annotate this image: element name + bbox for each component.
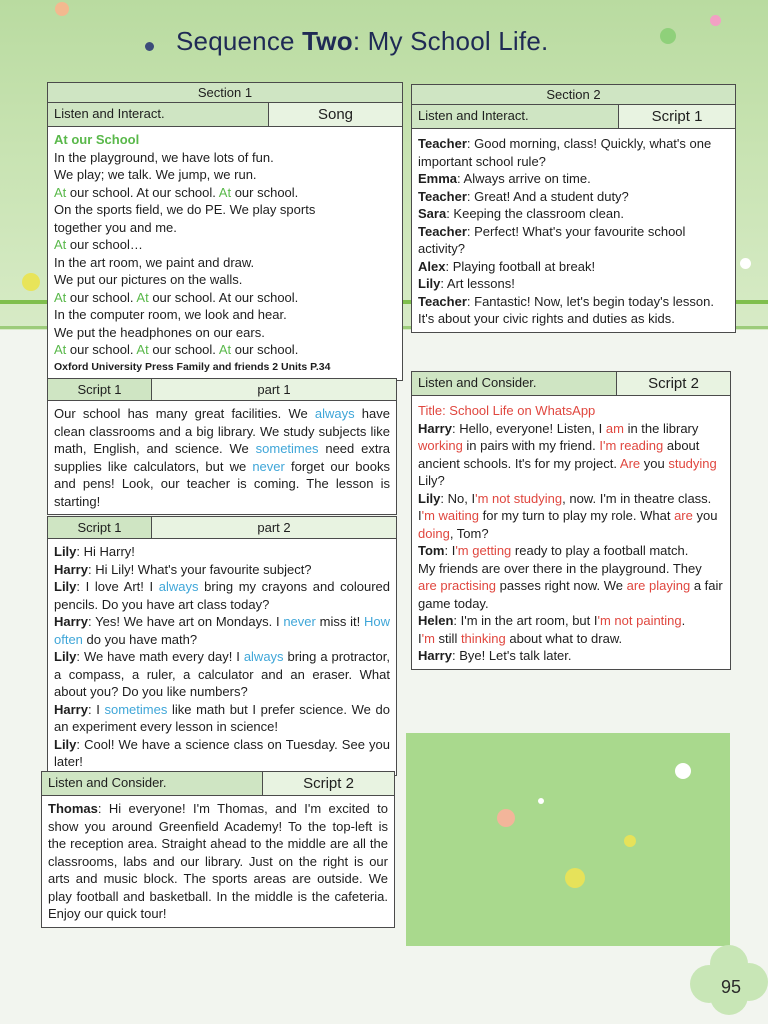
highlighted-word: At	[136, 342, 149, 357]
song-header-row	[48, 103, 402, 127]
speaker-name: Alex	[418, 258, 446, 274]
text-run: : No, I	[440, 490, 476, 506]
script-header-row	[48, 517, 396, 539]
highlighted-word: doing	[418, 525, 450, 541]
speaker-name: Teacher	[418, 136, 467, 151]
text-run: We play; we talk. We jump, we run.	[54, 167, 257, 182]
script-header-row	[412, 105, 735, 129]
section-header	[412, 85, 735, 105]
dialogue-text	[48, 539, 396, 775]
text-run: : Always arrive on time.	[457, 171, 591, 186]
text-run: for my turn to play my role. What	[479, 508, 675, 523]
speaker-name: Sara	[418, 206, 447, 221]
text-run: you	[640, 455, 669, 471]
speaker-name: Harry	[418, 648, 452, 663]
text-run: Our school has many great facilities. We	[54, 406, 315, 421]
text-line	[54, 149, 396, 167]
song-lyrics	[48, 127, 402, 380]
text-line	[418, 223, 729, 258]
text-run: still	[434, 630, 461, 646]
script-header-row	[412, 372, 730, 396]
text-line	[418, 612, 724, 630]
text-run: : Hi Lily! What's your favourite subject?	[87, 561, 312, 577]
script-header-row	[48, 379, 396, 401]
decorative-dot	[740, 258, 751, 269]
speaker-name: Harry	[418, 420, 452, 436]
highlighted-word: sometimes	[255, 441, 319, 456]
section-2-script-1-panel	[411, 84, 736, 333]
tour-text	[42, 796, 394, 927]
text-run: , Tom?	[449, 525, 489, 541]
page-title: Sequence Two: My School Life.	[176, 26, 549, 56]
text-line	[418, 293, 729, 311]
text-line	[418, 135, 729, 170]
highlighted-word: am	[605, 420, 624, 436]
text-run: : Great! And a student duty?	[466, 188, 629, 204]
script-label: Script 2	[262, 772, 394, 795]
text-line	[418, 205, 729, 223]
text-line	[54, 736, 390, 771]
text-run: about what to draw.	[505, 630, 623, 646]
song-label: Song	[268, 103, 402, 126]
dialogue-text	[412, 129, 735, 332]
text-run: do you have math?	[82, 631, 198, 647]
song-title: At our School	[54, 132, 140, 147]
song-lines	[54, 149, 396, 359]
speaker-name: Lily	[54, 736, 77, 752]
text-line	[418, 630, 724, 648]
speaker-name: Helen	[418, 613, 454, 628]
text-run: I	[418, 630, 422, 646]
highlighted-word: sometimes	[104, 701, 168, 717]
text-line	[54, 324, 396, 342]
highlighted-word: At	[54, 342, 67, 357]
highlighted-word: 'm waiting	[421, 508, 480, 523]
highlighted-word: At	[218, 184, 232, 200]
text-run: : Keeping the classroom clean.	[446, 206, 624, 221]
text-run: our school.	[66, 289, 137, 305]
text-run: about ancient schools. It's for my project.	[418, 438, 700, 471]
text-run: bring a protractor, a compass, a ruler, a calculator and an eraser. What about you? Do you like numbers?	[54, 649, 390, 699]
text-run: : Hello, everyone! Listen, I	[451, 420, 606, 436]
highlighted-word: never	[283, 614, 316, 629]
text-run: our school.	[231, 184, 299, 200]
text-line	[418, 170, 729, 188]
decorative-dot	[55, 2, 69, 16]
activity-label: Listen and Interact.	[418, 108, 529, 123]
section-2-script-2-panel	[411, 371, 731, 670]
highlighted-word: At	[136, 289, 149, 305]
highlighted-word: always	[158, 579, 199, 594]
speaker-name: Lily	[54, 544, 77, 559]
text-run: It's about your civic rights and duties as kids.	[418, 311, 675, 326]
highlighted-word: are playing	[626, 578, 691, 593]
text-line	[54, 561, 390, 579]
decorative-dot	[660, 28, 676, 44]
activity-label: Listen and Consider.	[418, 375, 537, 390]
text-line	[418, 490, 724, 543]
text-line	[418, 560, 724, 613]
speaker-name: Tom	[418, 543, 445, 558]
text-run: ready to play a football match.	[511, 543, 689, 558]
text-run: My friends are over there in the playground. They	[418, 560, 702, 576]
decorative-dot	[710, 15, 721, 26]
text-run: our school.	[231, 342, 299, 357]
script-1-part-1-text	[48, 401, 396, 514]
text-line	[54, 184, 396, 202]
text-line	[54, 254, 396, 272]
decorative-dot	[675, 763, 691, 779]
text-run: : Fantastic! Now, let's begin today's lesson.	[466, 293, 714, 309]
script-header-row	[42, 772, 394, 796]
text-line	[54, 613, 390, 648]
text-run: : Hi Harry!	[76, 544, 135, 559]
highlighted-word: Are	[619, 455, 641, 471]
section-header	[48, 83, 402, 103]
text-line	[54, 648, 390, 701]
text-line	[54, 543, 390, 561]
text-run: need extra supplies like calculators, but we	[54, 441, 391, 474]
text-line	[54, 289, 396, 307]
text-line	[54, 166, 396, 184]
script-label: Script 1	[77, 520, 122, 535]
script-1-part-2-panel	[47, 516, 397, 776]
speaker-name: Harry	[54, 561, 88, 577]
highlighted-word: thinking	[460, 630, 506, 646]
highlighted-word: How often	[54, 614, 390, 647]
decorative-dot	[497, 809, 515, 827]
text-run: : Perfect! What's your favourite school activity?	[418, 223, 686, 256]
speaker-name: Lily	[418, 490, 441, 506]
highlighted-word: 'm not painting	[597, 613, 682, 628]
text-run: forget our books and pens! Look, our teacher is coming. The lesson is starting!	[54, 458, 390, 509]
text-line	[418, 275, 729, 293]
section-1-song-panel	[47, 82, 403, 381]
text-run: passes right now. We	[496, 578, 627, 593]
speaker-name: Lily	[54, 649, 77, 664]
text-line	[418, 310, 729, 328]
text-run: bring my crayons and coloured pencils. Do you have art class today?	[54, 579, 390, 612]
speaker-name: Harry	[54, 614, 88, 629]
highlighted-word: At	[54, 184, 67, 200]
text-run: In the computer room, we look and hear.	[54, 307, 287, 322]
text-run: : I love Art! I	[76, 579, 159, 594]
text-run: : Art lessons!	[440, 276, 515, 291]
text-run: : We have math every day! I	[76, 649, 244, 664]
speaker-name: Emma	[418, 171, 458, 186]
text-line	[54, 306, 396, 324]
text-run: : Playing football at break!	[445, 258, 596, 274]
highlighted-word: At	[54, 289, 67, 305]
text-run: On the sports field, we do PE. We play sports	[54, 202, 316, 217]
text-line	[418, 188, 729, 206]
text-run: : Bye! Let's talk later.	[451, 648, 572, 663]
text-run: In the art room, we paint and draw.	[54, 254, 255, 270]
highlighted-word: are practising	[418, 578, 497, 593]
text-run: : I'm in the art room, but I	[453, 613, 598, 628]
script-label: Script 1	[77, 382, 122, 397]
text-run: our school. At our school.	[66, 184, 219, 200]
text-run: Lily?	[418, 473, 445, 488]
section-label: Section 2	[546, 87, 601, 102]
text-run: you	[692, 508, 718, 523]
text-run: our school…	[66, 237, 143, 252]
text-run: : Hi everyone! I'm Thomas, and I'm excited to show you around Greenfield Academy! To the top-left is the reception area. Straight ahead to the middle are all the classrooms, labs and our library. Just on the right is our arts and music block. The sports areas are outside. We play football and basketball. In the middle is the cafeteria. Enjoy our quick tour!	[48, 801, 388, 921]
speaker-name: Lily	[54, 579, 77, 594]
highlighted-word: are	[674, 508, 693, 523]
highlighted-word: working	[418, 438, 463, 453]
text-line	[418, 420, 724, 490]
text-line	[54, 219, 396, 237]
text-line	[54, 578, 390, 613]
speaker-name: Teacher	[418, 223, 467, 239]
text-line	[418, 542, 724, 560]
text-run: , now. I'm in theatre class. I	[418, 490, 712, 523]
text-run: a fair game today.	[418, 578, 723, 611]
text-run: : Cool! We have a science class on Tuesday. See you later!	[54, 736, 390, 769]
section-label: Section 1	[197, 85, 253, 100]
text-line	[54, 271, 396, 289]
text-run: : I	[87, 701, 105, 717]
script-label: Script 1	[618, 105, 735, 128]
script-1-part-1-panel	[47, 378, 397, 515]
text-run: miss it!	[315, 614, 364, 629]
highlighted-word: never	[252, 458, 285, 474]
text-line	[54, 701, 390, 736]
highlighted-word: 'm	[421, 630, 435, 646]
text-line	[418, 647, 724, 665]
highlighted-word: always	[314, 406, 355, 421]
text-run: .	[681, 613, 686, 628]
highlighted-word: At	[218, 342, 232, 357]
text-line	[54, 236, 396, 254]
text-run: our school.	[66, 342, 137, 357]
decorative-dot	[22, 273, 40, 291]
text-run: like math but I prefer science. We do an experiment every lesson in science!	[54, 701, 390, 734]
text-run: : Yes! We have art on Mondays. I	[87, 614, 284, 629]
text-line	[54, 341, 396, 359]
decorative-dot	[624, 835, 636, 847]
speaker-name: Lily	[418, 276, 441, 291]
text-run: in pairs with my friend.	[462, 438, 600, 453]
text-run: together you and me.	[54, 219, 177, 235]
decorative-dot	[538, 798, 544, 804]
text-run: We put the headphones on our ears.	[54, 324, 265, 340]
source-citation: Oxford University Press Family and friends 2 Units P.34	[54, 360, 331, 373]
highlighted-word: 'm not studying	[475, 490, 563, 506]
activity-label: Listen and Interact.	[54, 106, 165, 121]
speaker-name: Thomas	[48, 801, 98, 816]
highlighted-word: At	[54, 237, 67, 252]
speaker-name: Teacher	[418, 188, 467, 204]
dialogue-text	[412, 396, 730, 669]
title-bullet	[145, 42, 154, 51]
text-line	[418, 402, 724, 420]
highlighted-word: Title: School Life on WhatsApp	[418, 403, 596, 418]
text-run: have clean classrooms and a big library. We study subjects like math, English, and science. We	[54, 406, 390, 456]
part-label: part 2	[151, 517, 396, 538]
text-run: : I	[444, 543, 456, 558]
highlighted-word: always	[243, 649, 284, 664]
part-label: part 1	[151, 379, 396, 400]
text-run: We put our pictures on the walls.	[54, 272, 243, 287]
page-number: 95	[721, 977, 742, 997]
text-run: our school.	[148, 342, 219, 357]
text-line	[418, 258, 729, 276]
speaker-name: Harry	[54, 701, 88, 717]
text-line	[54, 201, 396, 219]
script-label: Script 2	[616, 372, 730, 395]
script-2-panel	[41, 771, 395, 928]
decorative-dot	[565, 868, 585, 888]
text-run: In the playground, we have lots of fun.	[54, 149, 274, 165]
text-run: in the library	[623, 420, 699, 436]
activity-label: Listen and Consider.	[48, 775, 167, 790]
highlighted-word: 'm getting	[455, 543, 512, 558]
highlighted-word: studying	[668, 455, 717, 471]
text-run: : Good morning, class! Quickly, what's one important school rule?	[418, 136, 712, 169]
speaker-name: Teacher	[418, 293, 467, 309]
highlighted-word: I'm reading	[599, 438, 664, 453]
text-run: our school. At our school.	[148, 289, 299, 305]
